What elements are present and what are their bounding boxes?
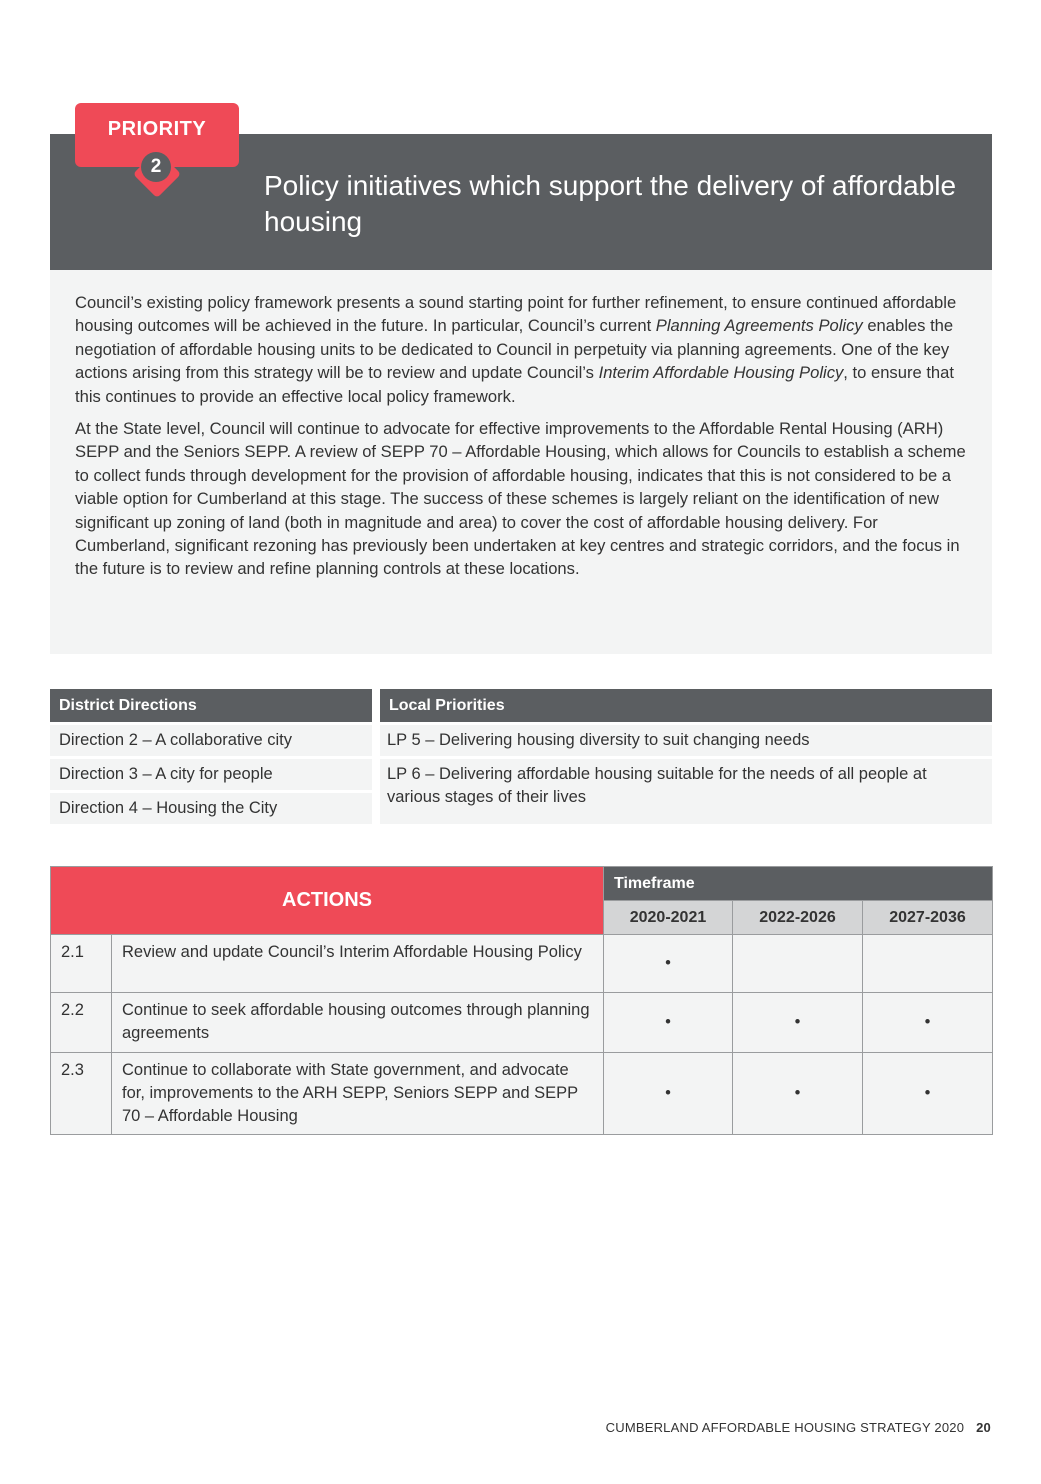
interim-affordable-housing-policy-ref: Interim Affordable Housing Policy xyxy=(598,363,844,383)
timeframe-mark xyxy=(733,935,863,993)
priority-number: 2 xyxy=(141,152,171,182)
document-title: CUMBERLAND AFFORDABLE HOUSING STRATEGY 2020 xyxy=(605,1420,965,1435)
timeframe-mark: • xyxy=(733,1052,863,1135)
page-number: 20 xyxy=(976,1420,991,1435)
intro-paragraph-2: At the State level, Council will continue to advocate for effective improvements to the Affordable Rental Housing (ARH) SEPP and the Seniors SEPP. A review of SEPP 70 – Affordable Housing, which allows for Councils to establish a scheme to collect funds through development for the provision of affordable housing, indicates that this is not considered to be a viable option for Cumberland at this stage. The success of these schemes is largely reliant on the identification of new significant up zoning of land (both in magnitude and area) to cover the cost of affordable housing delivery. For Cumberland, significant rezoning has previously been undertaken at key centres and strategic corridors, and the focus in the future is to review and refine planning controls at these locations. xyxy=(75,419,966,579)
action-number: 2.3 xyxy=(51,1052,112,1135)
timeframe-mark: • xyxy=(604,993,733,1053)
table-row xyxy=(51,1052,993,1135)
local-priority-item: LP 6 – Delivering affordable housing suitable for the needs of all people at various stages of their lives xyxy=(380,759,992,824)
planning-agreements-policy-ref: Planning Agreements Policy xyxy=(655,316,863,336)
year-header: 2020-2021 xyxy=(604,901,733,935)
district-directions-header: District Directions xyxy=(50,689,372,722)
page-title: Policy initiatives which support the delivery of affordable housing xyxy=(264,170,957,237)
local-priority-item: LP 5 – Delivering housing diversity to suit changing needs xyxy=(380,725,992,756)
page-footer xyxy=(606,1420,991,1435)
intro-paragraph-1: Council’s existing policy framework presents a sound starting point for further refinement, to ensure continued affordable housing outcomes will be achieved in the future. In particular, Council’s current Planning Agreements Policy enables the negotiation of affordable housing units to be dedicated to Council in perpetuity via planning agreements. One of the key actions arising from this strategy will be to review and update Council’s Interim Affordable Housing Policy, to ensure that this continues to provide an effective local policy framework. xyxy=(75,293,957,406)
timeframe-mark: • xyxy=(863,1052,993,1135)
year-header: 2022-2026 xyxy=(733,901,863,935)
table-row xyxy=(51,935,993,993)
timeframe-mark: • xyxy=(733,993,863,1053)
actions-header: ACTIONS xyxy=(51,867,604,935)
actions-table xyxy=(50,866,993,1135)
action-number: 2.1 xyxy=(51,935,112,993)
action-description: Continue to seek affordable housing outcomes through planning agreements xyxy=(112,993,604,1053)
local-priorities-header: Local Priorities xyxy=(380,689,992,722)
priority-label: PRIORITY xyxy=(107,118,207,140)
action-number: 2.2 xyxy=(51,993,112,1053)
local-priorities-table xyxy=(380,689,992,824)
district-direction-item: Direction 4 – Housing the City xyxy=(50,793,372,824)
district-directions-table xyxy=(50,689,372,824)
table-row xyxy=(51,993,993,1053)
year-header: 2027-2036 xyxy=(863,901,993,935)
district-direction-item: Direction 2 – A collaborative city xyxy=(50,725,372,756)
timeframe-mark: • xyxy=(604,1052,733,1135)
district-direction-item: Direction 3 – A city for people xyxy=(50,759,372,790)
timeframe-mark: • xyxy=(604,935,733,993)
action-description: Continue to collaborate with State government, and advocate for, improvements to the ARH SEPP, Seniors SEPP and SEPP 70 – Affordable Housing xyxy=(112,1052,604,1135)
intro-section xyxy=(50,270,992,654)
timeframe-mark xyxy=(863,935,993,993)
timeframe-header: Timeframe xyxy=(604,867,993,901)
timeframe-mark: • xyxy=(863,993,993,1053)
action-description: Review and update Council’s Interim Affordable Housing Policy xyxy=(112,935,604,993)
